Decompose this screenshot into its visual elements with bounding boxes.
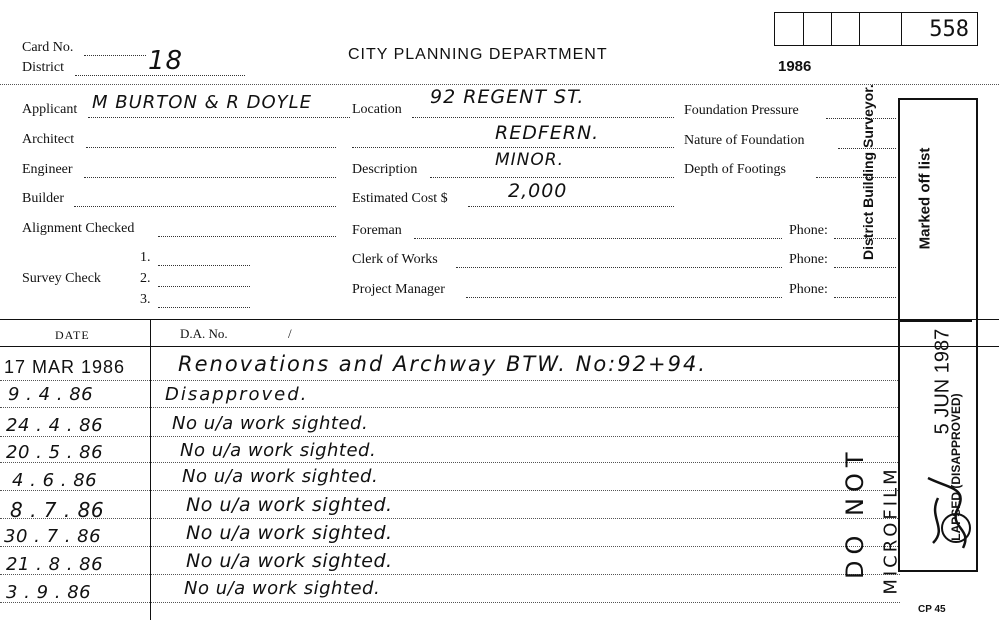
location-line bbox=[412, 117, 674, 118]
survey-line-3 bbox=[158, 307, 250, 308]
row-date: 3 . 9 . 86 bbox=[6, 582, 92, 603]
row-note: No u/a work sighted. bbox=[180, 440, 377, 461]
table-header-rule bbox=[0, 346, 999, 347]
cost-line bbox=[468, 206, 674, 207]
engineer-line bbox=[84, 177, 336, 178]
do-not-stamp: DO NOT bbox=[841, 446, 869, 579]
row-note: No u/a work sighted. bbox=[186, 522, 393, 544]
phone-label-1: Phone: bbox=[789, 223, 828, 238]
phone-line-3 bbox=[834, 297, 896, 298]
applicant-label: Applicant bbox=[22, 102, 78, 117]
row-rule bbox=[0, 407, 900, 408]
pm-line bbox=[466, 297, 782, 298]
row-rule bbox=[0, 462, 900, 463]
row-note: Renovations and Archway BTW. No:92+94. bbox=[178, 352, 707, 376]
row-date: 9 . 4 . 86 bbox=[8, 384, 94, 405]
stamp-date: 5 JUN 1987 bbox=[931, 328, 954, 435]
department-title: CITY PLANNING DEPARTMENT bbox=[348, 46, 608, 63]
location-line2: REDFERN. bbox=[495, 122, 600, 144]
location-label: Location bbox=[352, 102, 402, 117]
survey-item-1: 1. bbox=[140, 250, 151, 265]
row-rule bbox=[0, 546, 900, 547]
district-label: District bbox=[22, 60, 64, 75]
year: 1986 bbox=[778, 58, 812, 75]
nature-label: Nature of Foundation bbox=[684, 133, 805, 148]
signature-mark bbox=[918, 468, 978, 558]
row-date: 8 . 7 . 86 bbox=[10, 498, 105, 522]
depth-line bbox=[816, 177, 896, 178]
description-value: MINOR. bbox=[495, 150, 564, 170]
description-line bbox=[430, 177, 674, 178]
survey-line-2 bbox=[158, 286, 250, 287]
phone-label-2: Phone: bbox=[789, 252, 828, 267]
row-note: No u/a work sighted. bbox=[182, 466, 379, 487]
row-rule bbox=[0, 602, 900, 603]
table-column-divider bbox=[150, 320, 151, 620]
row-note: No u/a work sighted. bbox=[172, 413, 369, 434]
lapsed-stamp: LAPSED (DISAPPROVED) bbox=[949, 393, 963, 541]
location-line-2 bbox=[352, 147, 674, 148]
cost-value: 2,000 bbox=[508, 180, 568, 202]
location-line1: 92 REGENT ST. bbox=[430, 86, 585, 108]
applicant-value: M BURTON & R DOYLE bbox=[92, 92, 313, 113]
date-header: DATE bbox=[55, 328, 90, 342]
cost-label: Estimated Cost $ bbox=[352, 191, 448, 206]
header-separator bbox=[0, 84, 999, 85]
architect-label: Architect bbox=[22, 132, 75, 147]
row-rule bbox=[0, 380, 900, 381]
row-rule bbox=[0, 518, 900, 519]
description-label: Description bbox=[352, 162, 418, 177]
depth-label: Depth of Footings bbox=[684, 162, 786, 177]
row-date: 24 . 4 . 86 bbox=[6, 415, 104, 436]
phone-line-2 bbox=[834, 267, 896, 268]
survey-item-2: 2. bbox=[140, 271, 151, 286]
row-rule bbox=[0, 436, 900, 437]
card-no-line bbox=[84, 55, 146, 56]
district-value: 18 bbox=[148, 46, 184, 76]
survey-item-3: 3. bbox=[140, 292, 151, 307]
builder-line bbox=[74, 206, 336, 207]
builder-label: Builder bbox=[22, 191, 64, 206]
pm-label: Project Manager bbox=[352, 282, 445, 297]
foundation-pressure-label: Foundation Pressure bbox=[684, 103, 799, 118]
row-note: No u/a work sighted. bbox=[184, 578, 381, 599]
microfilm-stamp: MICROFILM bbox=[880, 466, 902, 595]
foreman-label: Foreman bbox=[352, 223, 402, 238]
survey-line-1 bbox=[158, 265, 250, 266]
row-note: Disapproved. bbox=[165, 384, 309, 405]
alignment-label: Alignment Checked bbox=[22, 221, 135, 236]
surveyor-stamp: District Building Surveyor. bbox=[860, 84, 876, 260]
clerk-line bbox=[456, 267, 782, 268]
foreman-line bbox=[414, 238, 782, 239]
form-code: CP 45 bbox=[918, 604, 946, 615]
row-note: No u/a work sighted. bbox=[186, 494, 393, 516]
clerk-label: Clerk of Works bbox=[352, 252, 438, 267]
row-date: 30 . 7 . 86 bbox=[4, 526, 102, 547]
card-no-label: Card No. bbox=[22, 40, 74, 55]
survey-label: Survey Check bbox=[22, 271, 101, 286]
alignment-line bbox=[158, 236, 336, 237]
applicant-line bbox=[88, 117, 350, 118]
row-date: 21 . 8 . 86 bbox=[6, 554, 104, 575]
row-date: 4 . 6 . 86 bbox=[12, 470, 98, 491]
row-note: No u/a work sighted. bbox=[186, 550, 393, 572]
card-number-box bbox=[774, 12, 978, 46]
row-rule bbox=[0, 490, 900, 491]
row-date: 17 MAR 1986 bbox=[4, 357, 126, 377]
da-header: D.A. No. bbox=[180, 326, 228, 341]
card-number: 558 bbox=[929, 17, 969, 42]
row-date: 20 . 5 . 86 bbox=[6, 442, 104, 463]
architect-line bbox=[86, 147, 336, 148]
row-rule bbox=[0, 574, 900, 575]
da-slash: / bbox=[288, 326, 292, 341]
phone-label-3: Phone: bbox=[789, 282, 828, 297]
engineer-label: Engineer bbox=[22, 162, 73, 177]
marked-off-stamp: Marked off list bbox=[916, 147, 934, 250]
